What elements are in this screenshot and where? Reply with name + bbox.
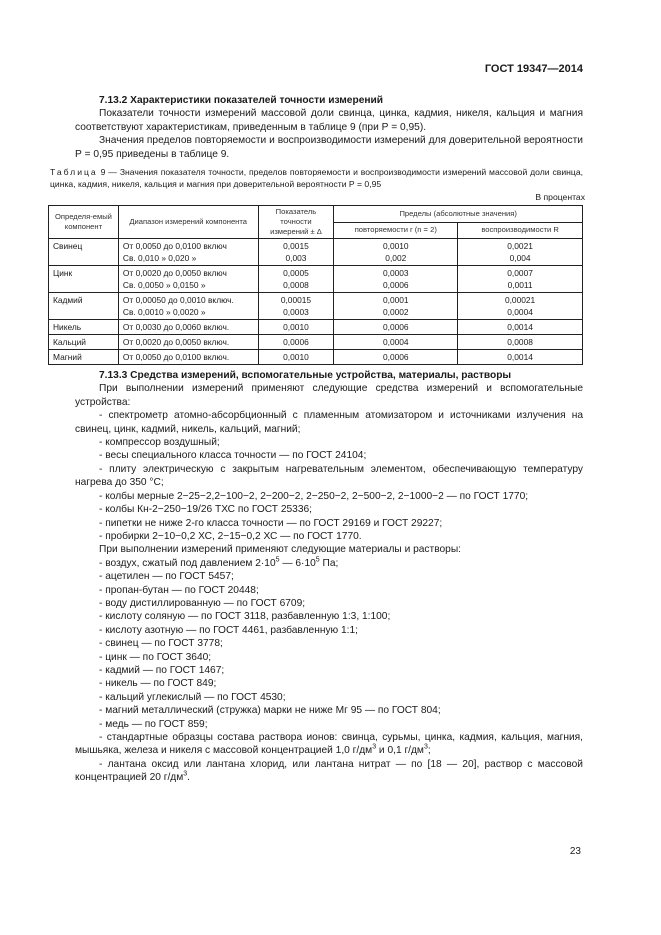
cell-range: От 0,00050 до 0,0010 включ. Св. 0,0010 » 0,0020 » — [118, 293, 258, 320]
paragraph: Показатели точности измерений массовой доли свинца, цинка, кадмия, никеля, кальция и магния соответствуют характеристикам, приведенным в таблице 9 (при Р = 0,95). — [75, 108, 583, 133]
cell-repeatability: 0,0003 0,0006 — [334, 266, 458, 293]
table-row — [49, 239, 583, 266]
paragraph: Значения пределов повторяемости и воспроизводимости измерений для доверительной вероятности Р = 0,95 приведены в таблице 9. — [75, 135, 583, 160]
section-title-7-13-2: 7.13.2 Характеристики показателей точности измерений — [99, 95, 384, 106]
cell-component: Никель — [49, 320, 119, 335]
list-item: - колбы Кн-2−250−19/26 ТХС по ГОСТ 25336; — [99, 504, 312, 516]
cell-repeatability: 0,0006 — [334, 320, 458, 335]
cell-reproducibility: 0,0014 — [458, 350, 583, 365]
cell-accuracy: 0,0010 — [258, 350, 334, 365]
list-item: - пропан-бутан — по ГОСТ 20448; — [99, 584, 259, 596]
cell-range: От 0,0030 до 0,0060 включ. — [118, 320, 258, 335]
list-item: - колбы мерные 2−25−2,2−100−2, 2−200−2, 2−250−2, 2−500−2, 2−1000−2 — по ГОСТ 1770; — [99, 490, 529, 502]
page-number: 23 — [569, 846, 581, 857]
cell-accuracy: 0,0005 0,0008 — [258, 266, 334, 293]
list-item: - пипетки не ниже 2-го класса точности — по ГОСТ 29169 и ГОСТ 29227; — [99, 517, 443, 529]
cell-range: От 0,0050 до 0,0100 включ. — [118, 350, 258, 365]
cell-component: Кальций — [49, 335, 119, 350]
col-header-limits: Пределы (абсолютные значения) — [334, 206, 583, 223]
cell-component: Цинк — [49, 266, 119, 293]
cell-reproducibility: 0,0021 0,004 — [458, 239, 583, 266]
cell-accuracy: 0,0006 — [258, 335, 334, 350]
table-caption-prefix: Таблица — [50, 167, 98, 178]
cell-accuracy: 0,00015 0,0003 — [258, 293, 334, 320]
cell-accuracy: 0,0010 — [258, 320, 334, 335]
table-caption-text: 9 — Значения показателя точности, пределов повторяемости и воспроизводимости измерений массовой доли свинца, цинка, кадмия, никеля, кальция и магния при доверительной вероятности Р = 0,95 — [50, 167, 583, 189]
standard-header: ГОСТ 19347—2014 — [484, 63, 583, 75]
list-item-air: - воздух, сжатый под давлением $2\cdot 10^5$ — $6\cdot 10^5$ Па; — [99, 556, 339, 569]
cell-component: Свинец — [49, 239, 119, 266]
cell-accuracy: 0,0015 0,003 — [258, 239, 334, 266]
list-item: - компрессор воздушный; — [99, 437, 220, 449]
cell-component: Кадмий — [49, 293, 119, 320]
list-item: - плиту электрическую с закрытым нагревательным элементом, обеспечивающую температуру нагрева до 350 °С; — [75, 463, 583, 489]
cell-repeatability: 0,0006 — [334, 350, 458, 365]
paragraph: При выполнении измерений применяют следующие средства измерений и вспомогательные устройства: — [75, 383, 583, 408]
list-item: - кальций углекислый — по ГОСТ 4530; — [99, 691, 286, 703]
cell-component: Магний — [49, 350, 119, 365]
col-header-accuracy: Показатель точности измерений ± Δ — [258, 206, 334, 239]
cell-reproducibility: 0,0007 0,0011 — [458, 266, 583, 293]
cell-range: От 0,0050 до 0,0100 включ Св. 0,010 » 0,020 » — [118, 239, 258, 266]
section-title-7-13-3: 7.13.3 Средства измерений, вспомогательные устройства, материалы, растворы — [99, 370, 512, 382]
cell-repeatability: 0,0001 0,0002 — [334, 293, 458, 320]
table-row — [49, 320, 583, 335]
list-item: - магний металлический (стружка) марки не ниже Мг 95 — по ГОСТ 804; — [99, 705, 441, 717]
table-row — [49, 266, 583, 293]
list-item: - пробирки 2−10−0,2 ХС, 2−15−0,2 ХС — по ГОСТ 1770. — [99, 530, 362, 542]
cell-repeatability: 0,0004 — [334, 335, 458, 350]
table-caption — [50, 167, 583, 190]
paragraph: При выполнении измерений применяют следующие материалы и растворы: — [99, 544, 461, 556]
col-header-reproducibility: воспроизводимости R — [458, 222, 583, 239]
col-header-range: Диапазон измерений компонента — [118, 206, 258, 239]
cell-range: От 0,0020 до 0,0050 включ. — [118, 335, 258, 350]
col-header-component: Определя-емый компонент — [49, 206, 119, 239]
cell-reproducibility: 0,0014 — [458, 320, 583, 335]
col-header-repeatability: повторяемости r (n = 2) — [334, 222, 458, 239]
table-row — [49, 293, 583, 320]
list-item: - кислоту азотную — по ГОСТ 4461, разбавленную 1:1; — [99, 624, 359, 636]
list-item: - свинец — по ГОСТ 3778; — [99, 638, 223, 650]
table-row — [49, 350, 583, 365]
list-item-standards: - стандартные образцы состава раствора ионов: свинца, сурьмы, цинка, кадмия, кальция, магния, мышьяка, железа и никеля с массовой концентрацией 1,0 $г/дм^3$ и 0,1 $г/дм^3$; — [75, 732, 583, 757]
list-item: - кислоту соляную — по ГОСТ 3118, разбавленную 1:3, 1:100; — [99, 611, 391, 623]
list-item: - медь — по ГОСТ 859; — [99, 718, 208, 730]
list-item-lanthanum: - лантана оксид или лантана хлорид, или лантана нитрат — по [18 — 20], раствор с массовой концентрацией 20 $г/дм^3$. — [75, 758, 583, 784]
list-item: - никель — по ГОСТ 849; — [99, 678, 217, 690]
page-content — [50, 94, 585, 785]
list-item: - кадмий — по ГОСТ 1467; — [99, 664, 225, 676]
cell-reproducibility: 0,00021 0,0004 — [458, 293, 583, 320]
list-item: - воду дистиллированную — по ГОСТ 6709; — [99, 597, 306, 609]
cell-range: От 0,0020 до 0,0050 включ Св. 0,0050 » 0,0150 » — [118, 266, 258, 293]
list-item: - спектрометр атомно-абсорбционный с пламенным атомизатором и источниками излучения на свинец, цинк, кадмий, никель, кальций, магний; — [75, 410, 583, 435]
table-row — [49, 335, 583, 350]
table-units: В процентах — [535, 192, 585, 203]
precision-table — [48, 205, 583, 365]
list-item: - ацетилен — по ГОСТ 5457; — [99, 571, 234, 583]
list-item: - весы специального класса точности — по ГОСТ 24104; — [99, 450, 367, 462]
list-item: - цинк — по ГОСТ 3640; — [99, 651, 212, 663]
cell-reproducibility: 0,0008 — [458, 335, 583, 350]
cell-repeatability: 0,0010 0,002 — [334, 239, 458, 266]
